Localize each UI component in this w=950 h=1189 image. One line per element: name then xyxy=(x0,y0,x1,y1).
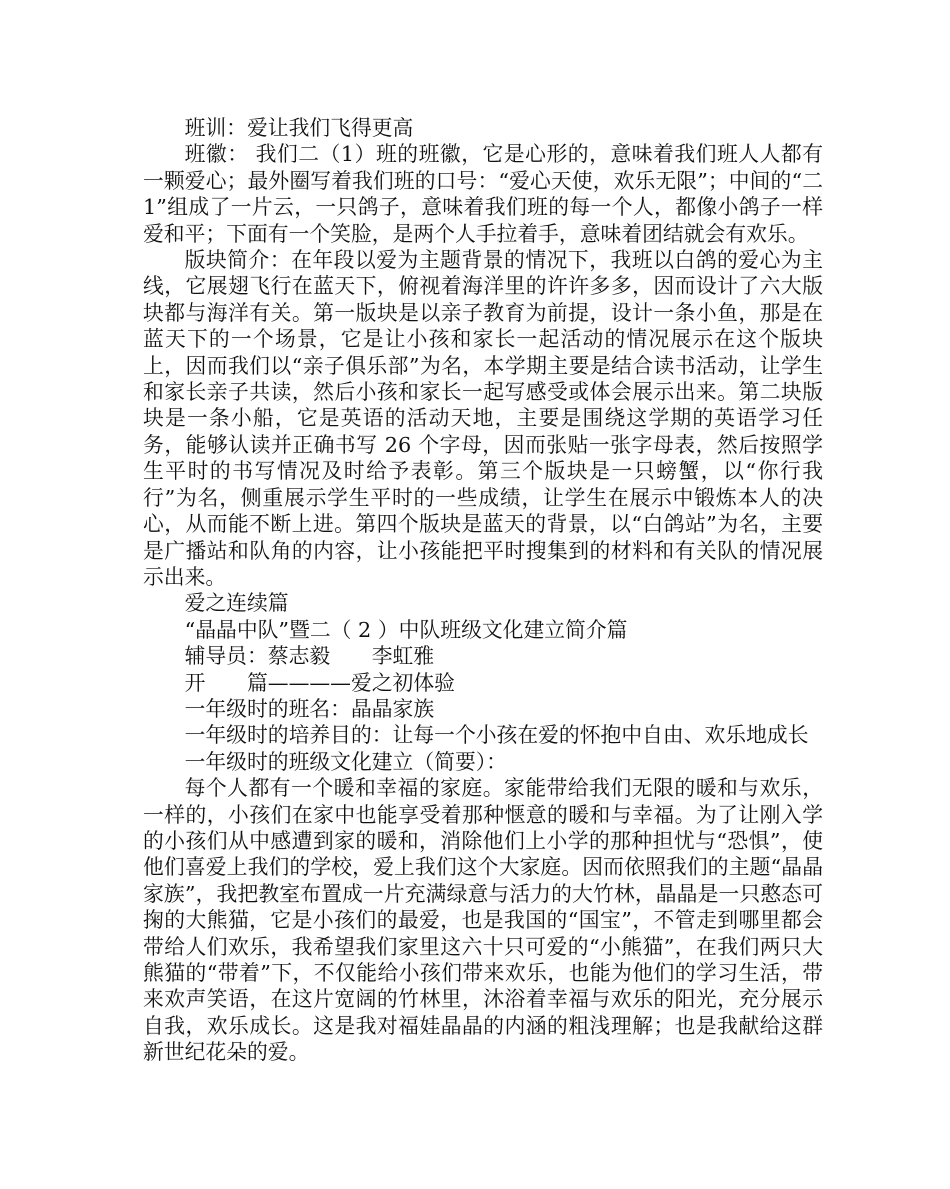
first-grade-culture-body: 每个人都有一个暖和幸福的家庭。家能带给我们无限的暖和与欢乐，一样的，小孩们在家中也能享受着那种惬意的暖和与幸福。为了让刚入学的小孩们从中感遭到家的暖和，消除他们上小学的那种担忧与“恐惧”，使他们喜爱上我们的学校，爱上我们这个大家庭。因而依照我们的主题“晶晶家族”，我把教室布置成一片充满绿意与活力的大竹林，晶晶是一只憨态可掬的大熊猫，它是小孩们的最爱，也是我国的“国宝”，不管走到哪里都会带给人们欢乐，我希望我们家里这六十只可爱的“小熊猫”，在我们两只大熊猫的“带着”下，不仅能给小孩们带来欢乐，也能为他们的学习生活，带来欢声笑语，在这片宽阔的竹林里，沐浴着幸福与欢乐的阳光，充分展示自我，欢乐成长。这是我对福娃晶晶的内涵的粗浅理解；也是我献给这群新世纪花朵的爱。 xyxy=(143,776,823,1065)
class-motto: 班训：爱让我们飞得更高 xyxy=(184,116,414,140)
counselors-line: 辅导员：蔡志毅 李虹雅 xyxy=(184,644,435,669)
opening-chapter-heading: 开 篇————爱之初体验 xyxy=(184,670,455,695)
squadron-intro-title: “晶晶中队”暨二（ 2 ）中队班级文化建立简介篇 xyxy=(184,617,628,642)
first-grade-goal: 一年级时的培养目的：让每一个小孩在爱的怀抱中自由、欢乐地成长 xyxy=(184,723,809,748)
first-grade-class-name: 一年级时的班名：晶晶家族 xyxy=(184,696,435,721)
class-badge-description: 班徽： 我们二（1）班的班徽，它是心形的，意味着我们班人人都有一颗爱心；最外圈写着我们班的口号：“爱心天使，欢乐无限”；中间的“二 1”组成了一片云，一只鸽子，意味着我们班的每一个人，都像小鸽子一样爱和平；下面有一个笑脸，是两个人手拉着手，意味着团结就会有欢乐。 xyxy=(143,142,823,246)
board-sections-intro: 版块简介：在年段以爱为主题背景的情况下，我班以白鸽的爱心为主线，它展翅飞行在蓝天下，俯视着海洋里的许许多多，因而设计了六大版块都与海洋有关。第一版块是以亲子教育为前提，设计一条小鱼，那是在蓝天下的一个场景，它是让小孩和家长一起活动的情况展示在这个版块上，因而我们以“亲子俱乐部”为名，本学期主要是结合读书活动，让学生和家长亲子共读，然后小孩和家长一起写感受或体会展示出来。第二块版块是一条小船，它是英语的活动天地，主要是围绕这学期的英语学习任务，能够认读并正确书写 26 个字母，因而张贴一张字母表，然后按照学生平时的书写情况及时给予表彰。第三个版块是一只螃蟹，以“你行我行”为名，侧重展示学生平时的一些成绩，让学生在展示中锻炼本人的决心，从而能不断上进。第四个版块是蓝天的背景，以“白鸽站”为名，主要是广播站和队角的内容，让小孩能把平时搜集到的材料和有关队的情况展示出来。 xyxy=(143,248,823,589)
document-page xyxy=(143,115,823,1066)
section-heading-love-continued: 爱之连续篇 xyxy=(184,591,289,616)
first-grade-culture-heading: 一年级时的班级文化建立（简要）： xyxy=(184,749,507,774)
